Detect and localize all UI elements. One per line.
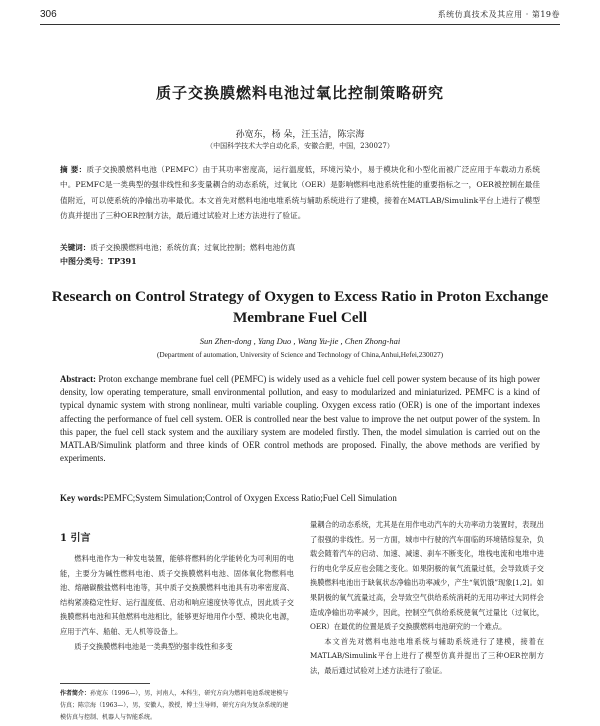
author-footnote <box>60 688 294 724</box>
body-paragraph: 质子交换膜燃料电池是一类典型的强非线性和多变 <box>74 641 233 651</box>
chinese-abstract-text: 质子交换膜燃料电池（PEMFC）由于其功率密度高，运行温度低，环境污染小，易于模块化和小型化而被广泛应用于车载动力系统中。PEMFC是一类典型的强非线性和多变量耦合的动态系统，过氧比（OER）是影响燃料电池系统性能的重要指标之一，OER被控制在最佳值附近，可以使系统的净输出功率最优。本文首先对燃料电池电堆系统与辅助系统进行了建模，接着在MATLAB/Simulink平台上进行了模型仿真并提出了三种OER控制方法，最后通过试验对上述方法进行了验证。 <box>60 165 540 221</box>
body-column-left <box>60 525 294 654</box>
chinese-keywords-text: 质子交换膜燃料电池；系统仿真；过氧比控制；燃料电池仿真 <box>90 243 296 252</box>
running-header <box>40 6 560 25</box>
classification-number <box>60 256 137 267</box>
chinese-authors: 孙宽东，杨 朵，汪玉洁，陈宗海 <box>235 130 365 140</box>
english-authors: Sun Zhen-dong , Yang Duo , Wang Yu-jie , Chen Zhong-hai <box>199 336 401 346</box>
english-abstract-text: Proton exchange membrane fuel cell (PEMFC) is widely used as a vehicle fuel cell power system because of its high power density, low operating temperature, small environmental pollution, and easy to modularized and miniaturized. PEMFC is a kind of typical dynamic system with strong nonlinear, multi variable coupling. Oxygen excess ratio (OER) is one of the important indexes affecting the performance of fuel cell system. OER is controlled near the best value to improve the net output power of the system. In this paper, the fuel cell stack system and the auxiliary system are modeled firstly. Then, the model simulation is carried out on the MATLAB/Simulink platform and three kinds of OER control methods are proposed. Finally, the above methods are verified by experiments. <box>60 374 540 464</box>
journal-name: 系统仿真技术及其应用 · 第19卷 <box>437 10 560 19</box>
english-keywords <box>60 493 540 503</box>
classification-label: 中图分类号： <box>60 256 108 266</box>
body-paragraph: 量耦合的动态系统，尤其是在用作电动汽车的大功率动力装置时，表现出了很强的非线性。另一方面，城市中行驶的汽车面临的环境错综复杂，负载会随着汽车的启动、加速、减速、刹车不断变化，堆栈电流和电堆中进行的电化学反应也会随之变化。如果阴极的氧气流量过低，会导致质子交换膜燃料电池出于缺氧状态净输出功率减少，产生“氧饥饿”现象[1,2]。如果阴极的氧气流量过高，会导致空气供给系统消耗的无用功率过大同样会造成净输出功率减少，因此，控制空气供给系统使氧气过量比（过氧比，OER）在最优的位置是质子交换膜燃料电池研究的一个难点。 <box>310 520 544 632</box>
chinese-abstract-label: 摘 要： <box>60 165 87 174</box>
chinese-keywords <box>60 242 540 254</box>
english-abstract-label: Abstract: <box>60 374 96 384</box>
footnote-divider <box>60 683 150 684</box>
classification-value: TP391 <box>108 256 137 266</box>
body-column-right <box>310 518 544 679</box>
body-paragraph: 燃料电池作为一种发电装置，能够将燃料的化学能转化为可利用的电能，主要分为碱性燃料电池、质子交换膜燃料电池、固体氧化物燃料电池、熔融碳酸盐燃料电池等，其中质子交换膜燃料电池具有功率密度高、结构紧凑稳定性好、运行温度低、启动和响应速度快等优点，因此质子交换膜燃料电池和其他燃料电池相比，能够更好地用作小型、模块化电源，应用于汽车、船舶、无人机等设备上。 <box>60 554 294 636</box>
english-keywords-text: PEMFC;System Simulation;Control of Oxygen Excess Ratio;Fuel Cell Simulation <box>103 493 397 503</box>
chinese-abstract <box>60 162 540 224</box>
footnote-text: 孙宽东（1996—），男，河南人，本科生，研究方向为燃料电池系统建模与仿真；陈宗海（1963—），男，安徽人，教授，博士生导师，研究方向为复杂系统的建模仿真与控制、机器人与智能系统。 <box>60 690 289 721</box>
page-number: 306 <box>40 9 57 20</box>
chinese-keywords-label: 关键词： <box>60 243 91 252</box>
english-keywords-label: Key words: <box>60 493 104 503</box>
chinese-affiliation: （中国科学技术大学自动化系，安徽合肥，中国，230027） <box>206 142 394 150</box>
chinese-title: 质子交换膜燃料电池过氧比控制策略研究 <box>155 84 444 102</box>
body-paragraph: 本文首先对燃料电池电堆系统与辅助系统进行了建模，接着在MATLAB/Simulink平台上进行了模型仿真并提出了三种OER控制方法，最后通过试验对上述方法进行了验证。 <box>310 636 544 675</box>
english-affiliation: (Department of automation, University of Science and Technology of China,Anhui,Hefei,230027) <box>156 350 444 359</box>
english-title: Research on Control Strategy of Oxygen to Excess Ratio in Proton Exchange Membrane Fuel Cell <box>51 288 549 326</box>
section-heading: 1 引言 <box>60 533 91 544</box>
english-abstract <box>60 373 540 465</box>
footnote-label: 作者简介： <box>60 690 91 697</box>
